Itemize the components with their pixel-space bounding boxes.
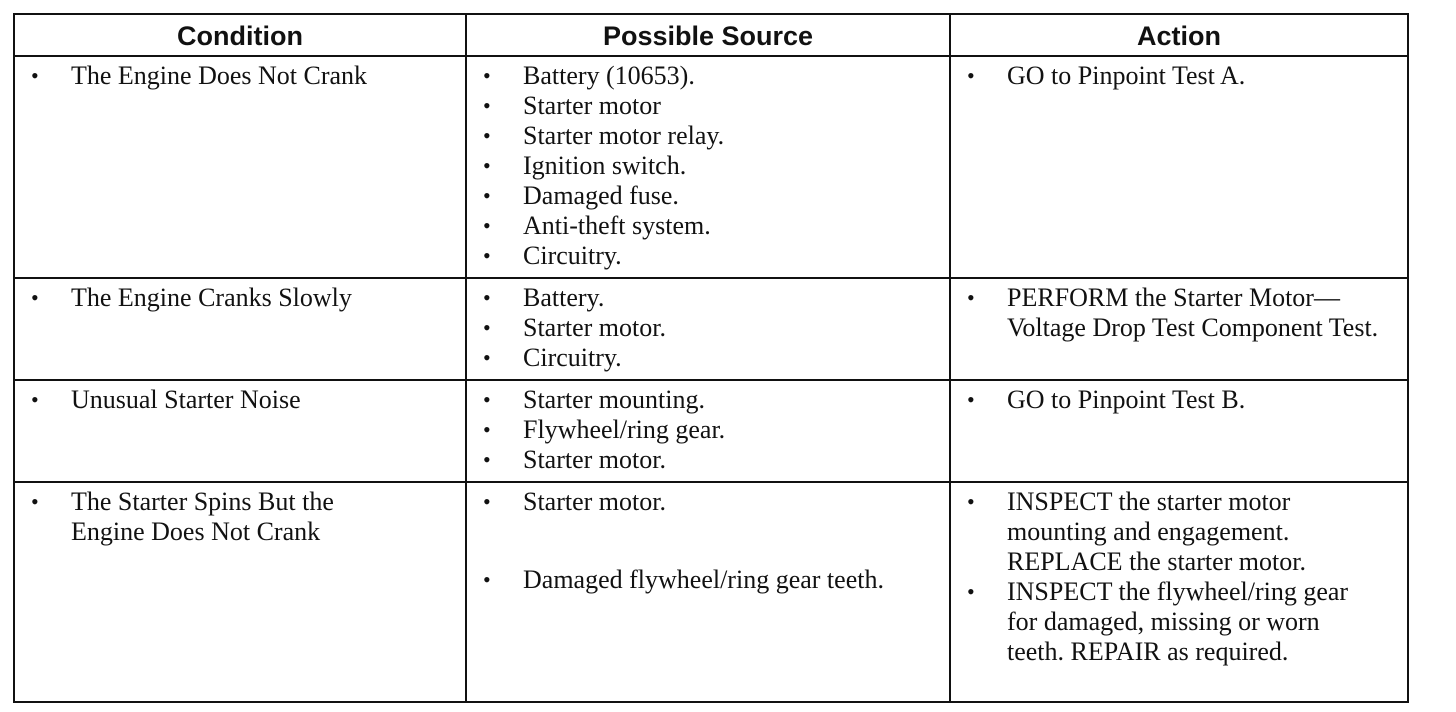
list-item: • Battery. bbox=[483, 283, 605, 312]
bullet-icon: • bbox=[967, 489, 975, 514]
action-cell bbox=[950, 482, 1408, 702]
bullet-icon: • bbox=[483, 63, 491, 88]
table-row bbox=[14, 278, 1408, 380]
condition-cell bbox=[14, 56, 466, 278]
action-cell bbox=[950, 56, 1408, 278]
list-item: • Battery (10653). bbox=[483, 61, 695, 90]
header-row bbox=[14, 14, 1408, 56]
bullet-icon: • bbox=[483, 417, 491, 442]
list-item: • INSPECT the flywheel/ring gear for damaged, missing or worn teeth. REPAIR as required. bbox=[967, 577, 1349, 666]
possible-source-cell bbox=[466, 380, 950, 482]
bullet-icon: • bbox=[483, 489, 491, 514]
list-item: • Circuitry. bbox=[483, 343, 622, 372]
list-item: • The Engine Cranks Slowly bbox=[31, 283, 352, 312]
condition-cell bbox=[14, 482, 466, 702]
condition-cell bbox=[14, 278, 466, 380]
bullet-icon: • bbox=[483, 387, 491, 412]
table-row bbox=[14, 380, 1408, 482]
bullet-icon: • bbox=[31, 387, 39, 412]
column-header-possible-source: Possible Source bbox=[466, 14, 950, 56]
bullet-icon: • bbox=[483, 183, 491, 208]
list-item: • Circuitry. bbox=[483, 241, 622, 270]
list-item: • The Starter Spins But the Engine Does Not Crank bbox=[31, 487, 334, 546]
list-item: • GO to Pinpoint Test A. bbox=[967, 61, 1246, 90]
bullet-icon: • bbox=[483, 123, 491, 148]
list-item: • Damaged fuse. bbox=[483, 181, 679, 210]
bullet-icon: • bbox=[483, 447, 491, 472]
list-item: • GO to Pinpoint Test B. bbox=[967, 385, 1246, 414]
list-item: • Starter motor relay. bbox=[483, 121, 725, 150]
list-item: • INSPECT the starter motor mounting and engagement. REPLACE the starter motor. bbox=[967, 487, 1306, 576]
list-item: • The Engine Does Not Crank bbox=[31, 61, 368, 90]
list-item: • Anti-theft system. bbox=[483, 211, 711, 240]
column-header-condition: Condition bbox=[14, 14, 466, 56]
list-item: • Starter mounting. bbox=[483, 385, 705, 414]
bullet-icon: • bbox=[967, 579, 975, 604]
bullet-icon: • bbox=[31, 63, 39, 88]
table-row bbox=[14, 56, 1408, 278]
symptom-chart-page bbox=[13, 13, 1407, 703]
bullet-icon: • bbox=[483, 243, 491, 268]
symptom-chart-table bbox=[13, 13, 1409, 703]
bullet-icon: • bbox=[31, 285, 39, 310]
table-row bbox=[14, 482, 1408, 702]
bullet-icon: • bbox=[967, 285, 975, 310]
list-item: • Starter motor. bbox=[483, 487, 666, 516]
list-item: • Starter motor bbox=[483, 91, 661, 120]
action-cell bbox=[950, 278, 1408, 380]
bullet-icon: • bbox=[31, 489, 39, 514]
list-item: • Unusual Starter Noise bbox=[31, 385, 301, 414]
list-item: • PERFORM the Starter Motor—Voltage Drop Test Component Test. bbox=[967, 283, 1379, 342]
bullet-icon: • bbox=[483, 213, 491, 238]
bullet-icon: • bbox=[483, 153, 491, 178]
bullet-icon: • bbox=[967, 387, 975, 412]
list-item: • Ignition switch. bbox=[483, 151, 687, 180]
list-item: • Flywheel/ring gear. bbox=[483, 415, 726, 444]
bullet-icon: • bbox=[483, 345, 491, 370]
column-header-action: Action bbox=[950, 14, 1408, 56]
action-cell bbox=[950, 380, 1408, 482]
list-item: • Damaged flywheel/ring gear teeth. bbox=[483, 565, 884, 594]
possible-source-cell bbox=[466, 278, 950, 380]
bullet-icon: • bbox=[483, 285, 491, 310]
condition-cell bbox=[14, 380, 466, 482]
possible-source-cell bbox=[466, 482, 950, 702]
list-item: • Starter motor. bbox=[483, 445, 666, 474]
bullet-icon: • bbox=[967, 63, 975, 88]
bullet-icon: • bbox=[483, 567, 491, 592]
bullet-icon: • bbox=[483, 93, 491, 118]
possible-source-cell bbox=[466, 56, 950, 278]
list-item: • Starter motor. bbox=[483, 313, 666, 342]
bullet-icon: • bbox=[483, 315, 491, 340]
